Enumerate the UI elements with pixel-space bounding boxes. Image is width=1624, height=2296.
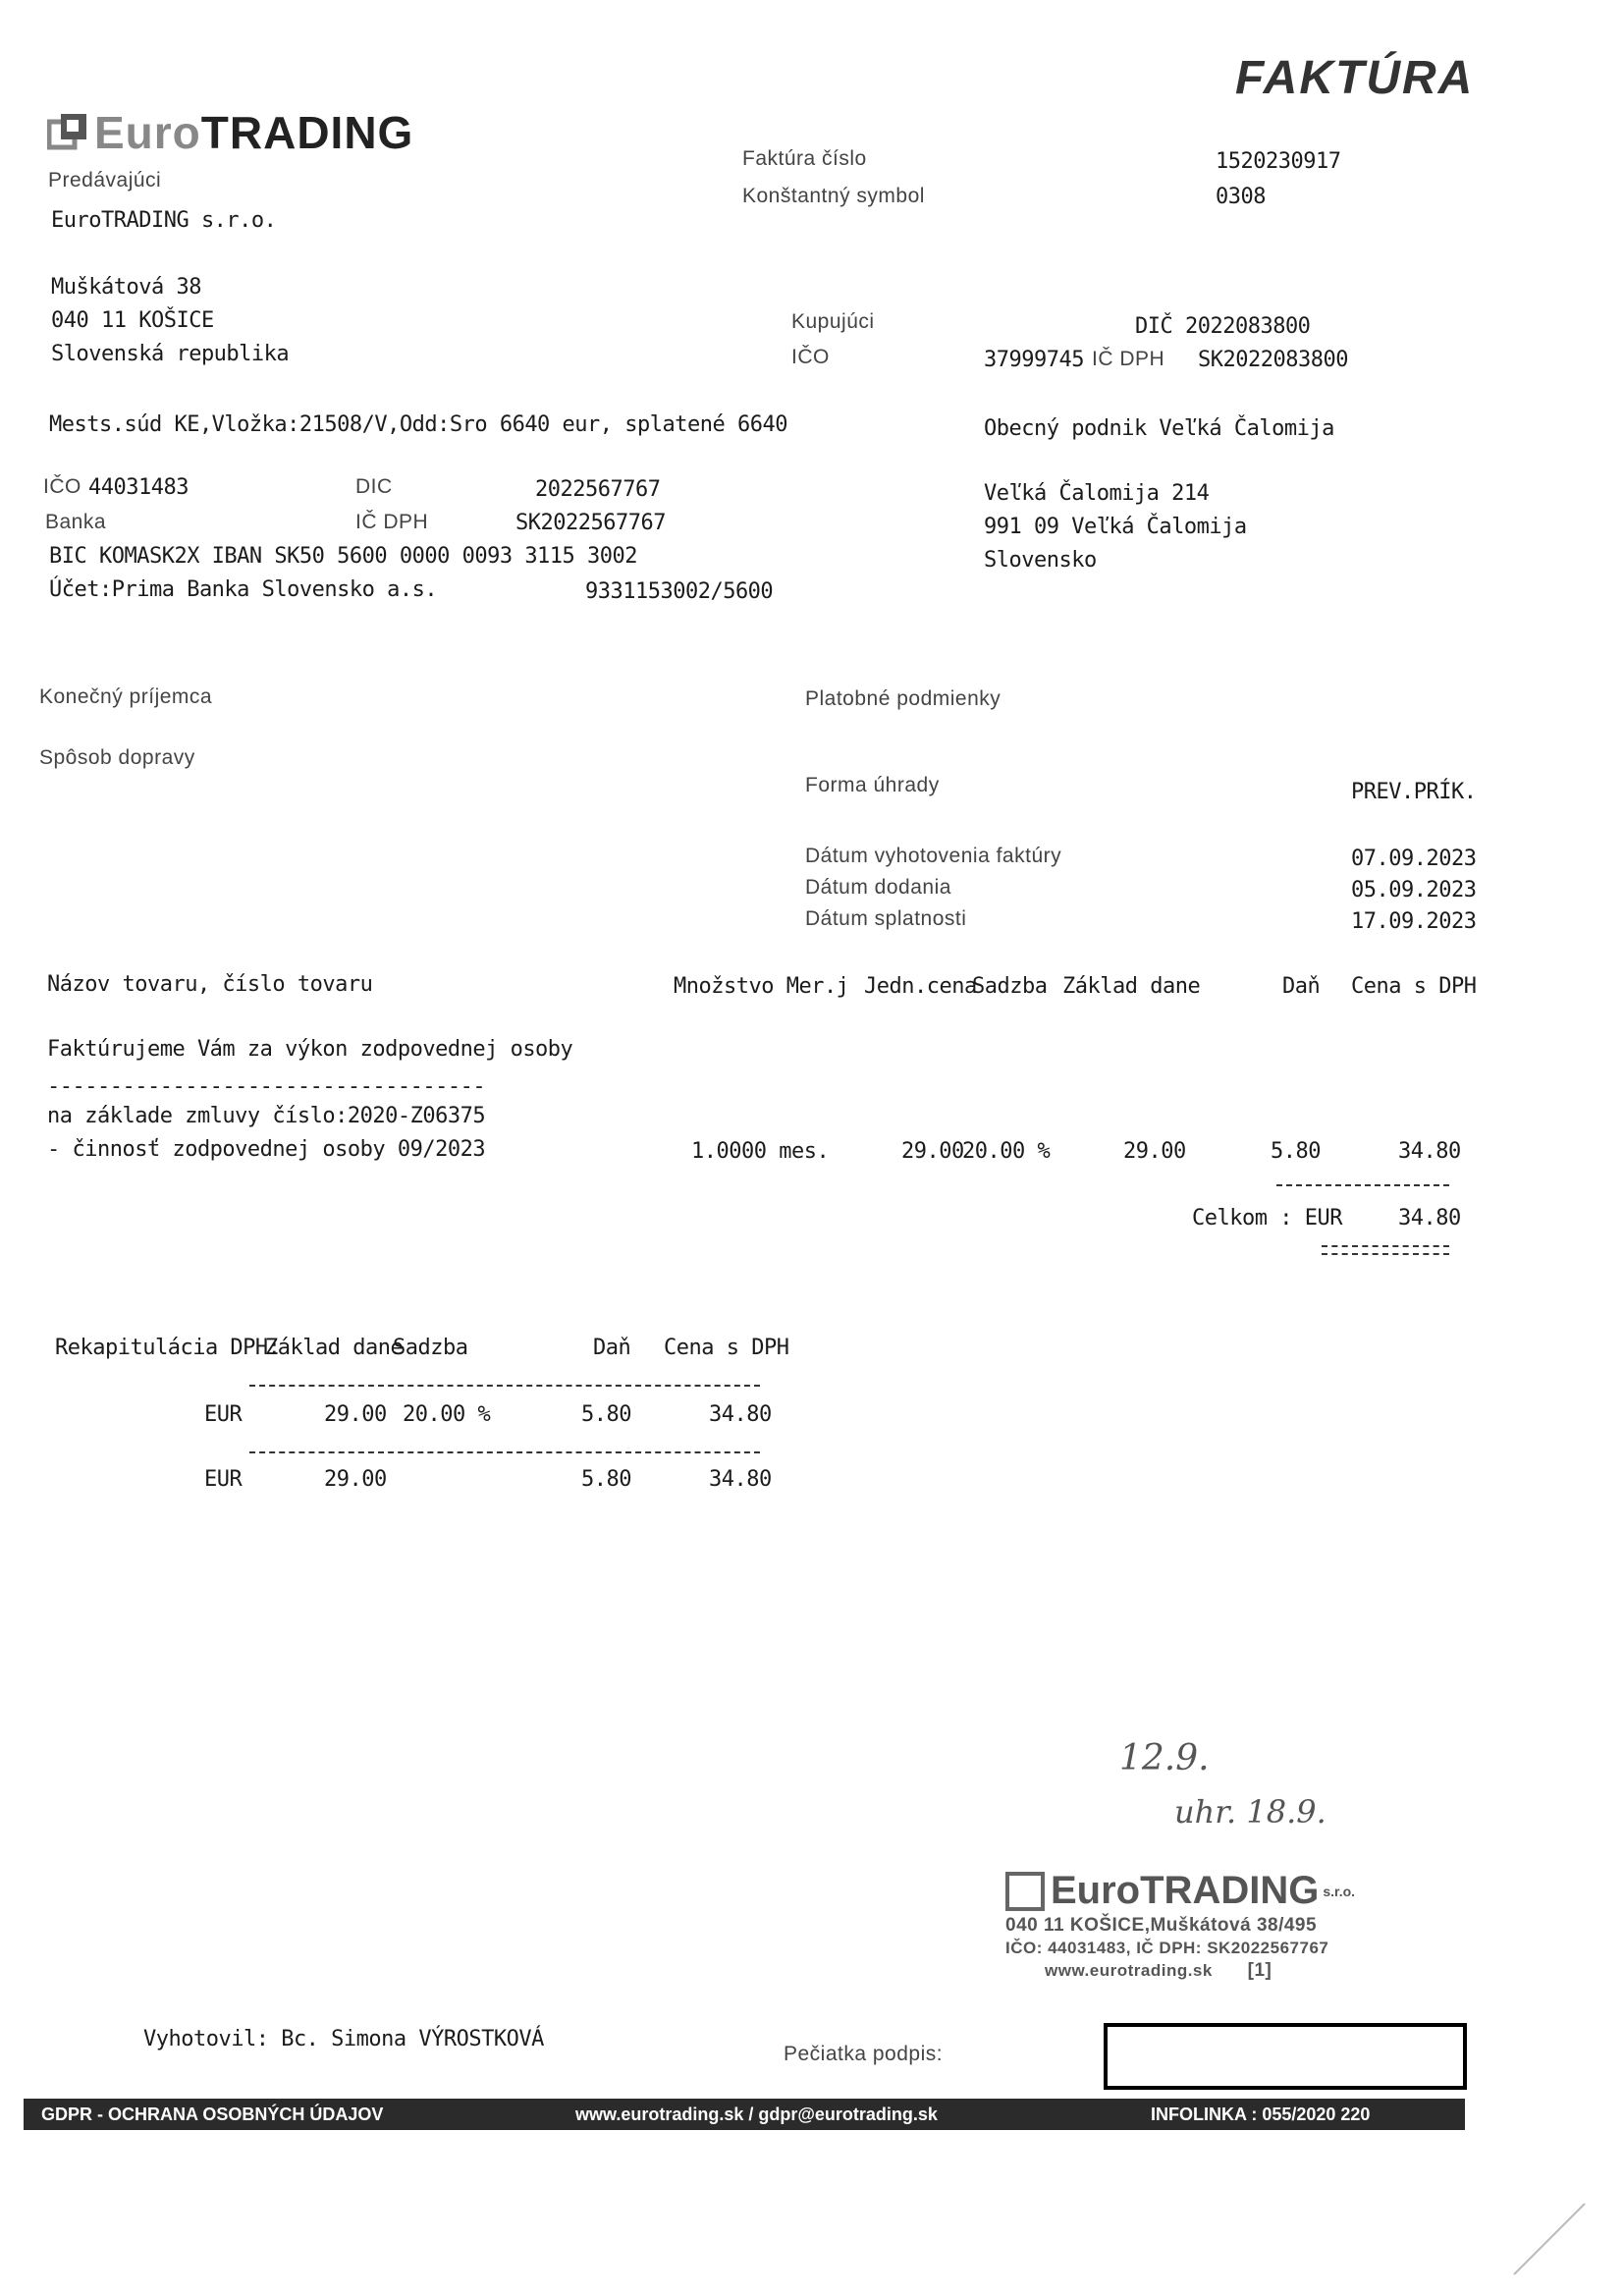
seller-street: Muškátová 38 (51, 275, 201, 300)
due-date-label: Dátum splatnosti (805, 907, 967, 930)
buyer-street: Veľká Čalomija 214 (984, 481, 1210, 506)
delivery-date-label: Dátum dodania (805, 876, 951, 899)
stamp-signature-label: Pečiatka podpis: (784, 2043, 944, 2065)
vat-row-currency: EUR (204, 1467, 243, 1492)
issue-date: 07.09.2023 (1351, 847, 1477, 871)
item-tax: 5.80 (1271, 1139, 1321, 1164)
invoice-number-label: Faktúra číslo (742, 147, 867, 170)
constant-symbol: 0308 (1216, 185, 1266, 209)
seller-label: Predávajúci (48, 169, 162, 191)
vat-header-rate: Sadzba (393, 1336, 468, 1360)
sum-value: 34.80 (1398, 1206, 1461, 1230)
buyer-country: Slovensko (984, 548, 1097, 573)
logo-word-euro: Euro (94, 107, 201, 158)
col-header-qty: Množstvo Mer.j (674, 974, 849, 999)
item-total: 34.80 (1398, 1139, 1461, 1164)
transport-label: Spôsob dopravy (39, 746, 195, 769)
vat-row-currency: EUR (204, 1402, 243, 1427)
sum-label: Celkom : EUR (1192, 1206, 1342, 1230)
buyer-city: 991 09 Veľká Čalomija (984, 515, 1247, 539)
stamp-logo-icon (1005, 1872, 1045, 1911)
seller-ico-label: IČO (43, 475, 81, 498)
stamp-address: 040 11 KOŠICE,Muškátová 38/495 (1005, 1915, 1318, 1936)
item-unit-price: 29.00 (901, 1139, 964, 1164)
delivery-date: 05.09.2023 (1351, 878, 1477, 902)
buyer-dic: DIČ 2022083800 (1135, 314, 1311, 339)
seller-dic-label: DIC (355, 475, 393, 498)
stamp-brand-euro: Euro (1051, 1869, 1141, 1912)
constant-symbol-label: Konštantný symbol (742, 185, 925, 207)
seller-country: Slovenská republika (51, 342, 290, 366)
prepared-by: Vyhotovil: Bc. Simona VÝROSTKOVÁ (143, 2027, 544, 2051)
item-description-line: - činnosť zodpovednej osoby 09/2023 (47, 1137, 486, 1162)
seller-account: Účet:Prima Banka Slovensko a.s. (49, 577, 438, 602)
payment-form: PREV.PRÍK. (1351, 780, 1477, 804)
company-stamp (1005, 1869, 1355, 1982)
footer-gdpr: GDPR - OCHRANA OSOBNÝCH ÚDAJOV (41, 2105, 384, 2124)
col-header-total: Cena s DPH (1351, 974, 1477, 999)
total-separator (1276, 1184, 1449, 1186)
col-header-unit-price: Jedn.cena (864, 974, 977, 999)
final-recipient-label: Konečný príjemca (39, 685, 213, 708)
seller-name: EuroTRADING s.r.o. (51, 208, 277, 233)
vat-row-tax: 5.80 (581, 1467, 631, 1492)
signature-field[interactable] (1104, 2023, 1467, 2090)
stamp-mark: [1] (1247, 1960, 1272, 1981)
vat-row-base: 29.00 (324, 1467, 387, 1492)
seller-ico: 44031483 (88, 475, 189, 500)
payment-terms-label: Platobné podmienky (805, 687, 1001, 710)
vat-row-total: 34.80 (709, 1402, 772, 1427)
seller-city: 040 11 KOŠICE (51, 308, 214, 333)
buyer-icdph: SK2022083800 (1198, 348, 1348, 372)
item-base: 29.00 (1123, 1139, 1186, 1164)
col-header-base: Základ dane (1062, 974, 1201, 999)
seller-bank-label: Banka (45, 511, 107, 533)
stamp-ids: IČO: 44031483, IČ DPH: SK2022567767 (1005, 1939, 1329, 1957)
seller-account-number: 9331153002/5600 (585, 579, 774, 604)
seller-dic: 2022567767 (535, 477, 661, 502)
vat-row-rate: 20.00 % (403, 1402, 491, 1427)
issue-date-label: Dátum vyhotovenia faktúry (805, 845, 1062, 867)
col-header-rate: Sadzba (972, 974, 1048, 999)
seller-bic-iban: BIC KOMASK2X IBAN SK50 5600 0000 0093 3115 3002 (49, 544, 638, 569)
company-logo (47, 106, 413, 159)
item-intro: Faktúrujeme Vám za výkon zodpovednej osoby (47, 1037, 573, 1062)
eurotrading-logo-icon (47, 112, 88, 153)
item-separator: ----------------------------------- (47, 1074, 486, 1099)
item-qty: 1.0000 mes. (691, 1139, 830, 1164)
vat-row-base: 29.00 (324, 1402, 387, 1427)
stamp-brand-trading: TRADING (1140, 1869, 1320, 1912)
sum-double-rule (1322, 1245, 1449, 1255)
vat-row-tax: 5.80 (581, 1402, 631, 1427)
stamp-web: www.eurotrading.sk (1045, 1961, 1213, 1980)
buyer-icdph-label: IČ DPH (1092, 348, 1165, 370)
item-rate: 20.00 % (962, 1139, 1051, 1164)
scan-artifact-icon (1510, 2200, 1589, 2278)
seller-icdph: SK2022567767 (515, 511, 666, 535)
invoice-number: 1520230917 (1216, 149, 1341, 174)
payment-form-label: Forma úhrady (805, 774, 940, 796)
invoice-title: FAKTÚRA (1235, 52, 1475, 104)
handwritten-note-date: 12.9. (1119, 1738, 1210, 1778)
vat-separator-2 (249, 1451, 760, 1453)
footer-web: www.eurotrading.sk / gdpr@eurotrading.sk (575, 2105, 938, 2124)
stamp-web-row (1005, 1960, 1355, 1982)
handwritten-note-paid: uhr. 18.9. (1174, 1793, 1326, 1831)
vat-header-tax: Daň (593, 1336, 631, 1360)
col-header-name: Názov tovaru, číslo tovaru (47, 972, 373, 997)
footer-bar (24, 2099, 1465, 2130)
buyer-ico: 37999745 (984, 348, 1084, 372)
buyer-ico-label: IČO (791, 346, 830, 368)
vat-separator-1 (249, 1385, 760, 1387)
seller-icdph-label: IČ DPH (355, 511, 429, 533)
vat-row-total: 34.80 (709, 1467, 772, 1492)
buyer-label: Kupujúci (791, 310, 875, 333)
buyer-name: Obecný podnik Veľká Čalomija (984, 416, 1334, 441)
vat-header-base: Základ dane (265, 1336, 404, 1360)
seller-register: Mests.súd KE,Vložka:21508/V,Odd:Sro 6640 eur, splatené 6640 (49, 412, 787, 437)
stamp-brand-suffix: s.r.o. (1323, 1883, 1356, 1899)
footer-hotline: INFOLINKA : 055/2020 220 (1151, 2105, 1371, 2124)
logo-word-trading: TRADING (200, 107, 414, 158)
col-header-tax: Daň (1282, 974, 1321, 999)
vat-header-total: Cena s DPH (664, 1336, 789, 1360)
due-date: 17.09.2023 (1351, 909, 1477, 934)
vat-recap-title: Rekapitulácia DPH: (55, 1336, 281, 1360)
stamp-logo (1005, 1869, 1355, 1913)
item-contract-line: na základe zmluvy číslo:2020-Z06375 (47, 1104, 486, 1128)
